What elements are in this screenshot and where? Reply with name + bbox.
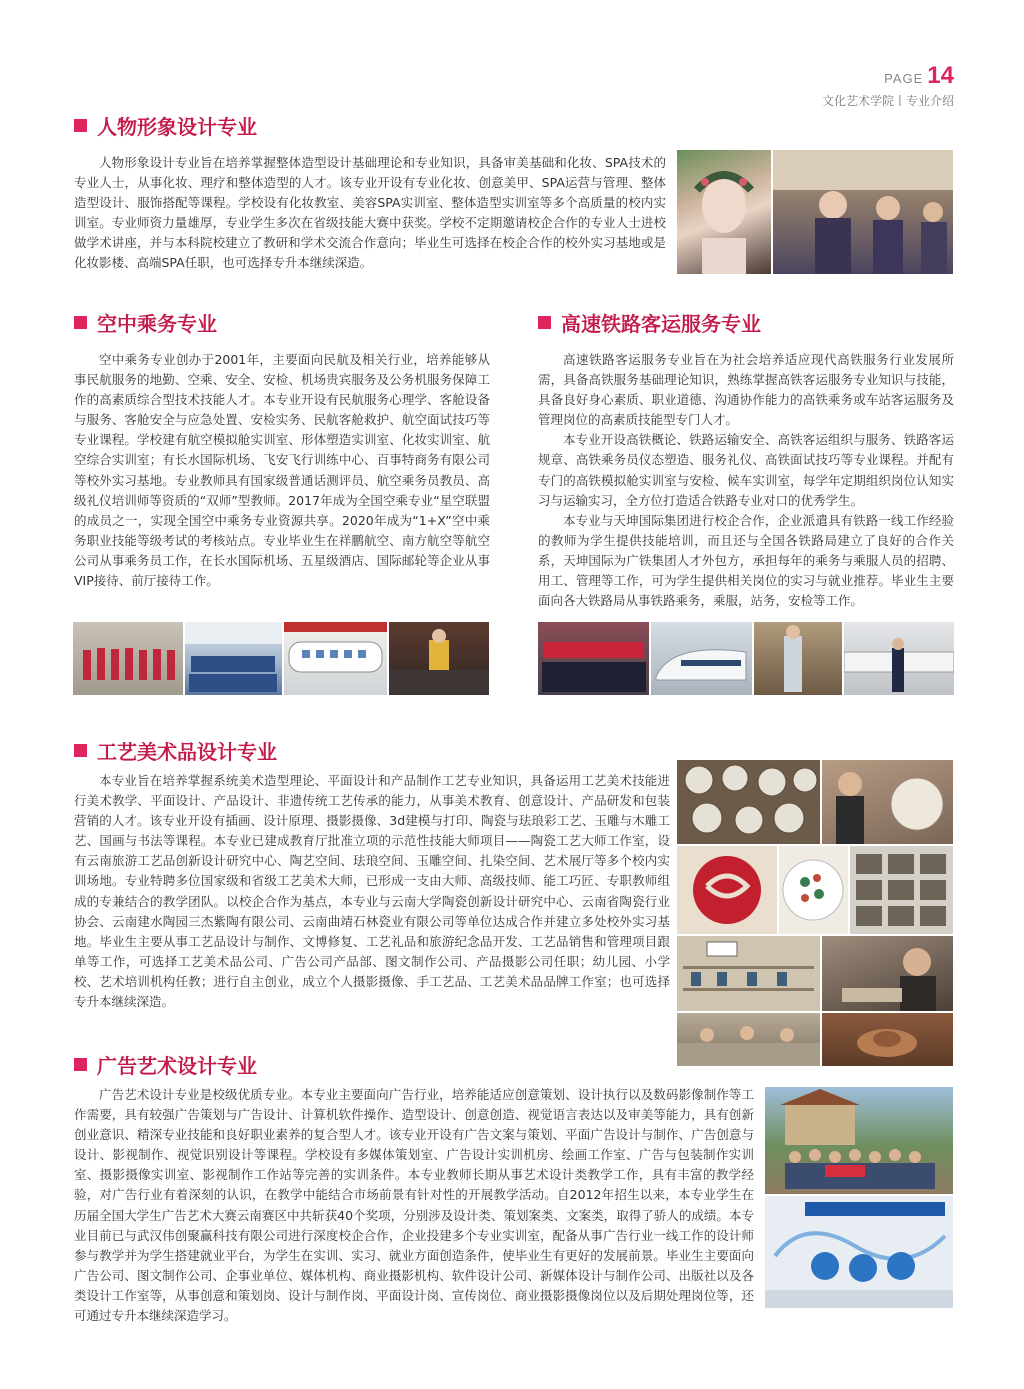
section-title-text: 空中乘务专业 (97, 311, 217, 336)
paragraph: 空中乘务专业创办于2001年，主要面向民航及相关行业，培养能够从事民航服务的地勤、空乘、安全、安检、机场贵宾服务及公务机服务保障工作的高素质综合型技术技能人才。本专业开设有民航服务心理学、客舱设备与服务、客舱安全与应急处置、安检实务、民航客舱救护、航空面试技巧等专业课程。学校建有航空模拟舱实训室、形体塑造实训室、化妆实训室、航空综合实训室；有长水国际机场、飞安飞行训练中心、百事特商务有限公司等校外实习基地。专业教师具有国家级普通话测评员、航空乘务员教员、高级礼仪培训师等资质的“双师”型教师。2017年成为全国空乘专业“星空联盟的成员之一，实现全国空中乘务专业资源共享。2020年成为“1+X”空中乘务职业技能等级考试的考核站点。专业毕业生在祥鹏航空、南方航空等航空公司从事乘务员工作，在长水国际机场、五星级酒店、国际邮轮等企业从事VIP接待、前厅接待工作。 (74, 352, 490, 589)
photo-cabin-simulator (284, 622, 387, 695)
paragraph: 本专业与天坤国际集团进行校企合作，企业派遣具有铁路一线工作经验的教师为学生提供技能培训，而且还与全国各铁路局建立了良好的合作关系，天坤国际为广铁集团人才外包方，承担每年的乘务与乘服人员的招聘、用工、管理等工作，可为学生提供相关岗位的实习与就业推荐。毕业生主要面向各大铁路局从事铁路乘务，乘服，站务，安检等工作。 (538, 512, 954, 609)
photo-material-samples (850, 846, 953, 934)
photo-students-phones (773, 150, 953, 274)
paragraph: 高速铁路客运服务专业旨在为社会培养适应现代高铁服务行业发展所需，具备高铁服务基础理论知识，熟练掌握高铁客运服务专业知识与技能，具备良好身心素质、职业道德、沟通协作能力的高铁乘务或车站客运服务及管理岗位的高素质技能型专门人才。 (538, 352, 954, 428)
photo-workshop-class (677, 1013, 820, 1066)
photo-field-trip-group (765, 1087, 953, 1194)
section-title-flight-attendant (74, 309, 217, 335)
page-number: 14 (927, 62, 954, 89)
section-title-railway-service (538, 309, 761, 335)
section-body-railway-service (538, 350, 954, 611)
photo-pottery-making (822, 1013, 953, 1066)
title-square-icon (74, 119, 87, 132)
photo-attendant-group (185, 622, 282, 695)
section-title-image-design (74, 112, 257, 138)
section-body-flight-attendant (74, 350, 490, 591)
title-square-icon (74, 744, 87, 757)
photo-student-craft (822, 936, 953, 1011)
section-title-craft-design (74, 737, 277, 763)
paragraph: 本专业开设高铁概论、铁路运输安全、高铁客运组织与服务、铁路客运规章、高铁乘务员仪态塑造、服务礼仪、高铁面试技巧等专业课程。并配有专门的高铁模拟舱实训室与安检、候车实训室，每学年定期组织岗位认知实习与运输实习，全方位打造适合铁路专业对口的优秀学生。 (538, 432, 954, 508)
photo-attendant-lineup (73, 622, 183, 695)
photo-bullet-train (651, 622, 752, 695)
section-body-craft-design (74, 771, 670, 1012)
photo-red-seal-art (677, 846, 777, 934)
section-body-advertising-design (74, 1085, 754, 1326)
page-subtitle: 文化艺术学院丨专业介绍 (821, 94, 954, 108)
photo-makeup-model (677, 150, 771, 274)
photo-cabin-service (389, 622, 489, 695)
photo-railway-station (754, 622, 842, 695)
section-title-text: 广告艺术设计专业 (97, 1053, 257, 1078)
photo-exhibition-wall (765, 1196, 953, 1308)
paragraph: 人物形象设计专业旨在培养掌握整体造型设计基础理论和专业知识，具备审美基础和化妆、SPA技术的专业人士，从事化妆、理疗和整体造型的人才。该专业开设有专业化妆、创意美甲、SPA运营与管理、整体造型设计、服饰搭配等课程。学校设有化妆教室、美容SPA实训室、整体造型实训室等多个高质量的校内实训室。专业师资力量雄厚，专业学生多次在省级技能大赛中获奖。学校不定期邀请校企合作的专业人士进校做学术讲座，并与本科院校建立了教研和学术交流合作意向；毕业生可选择在校企合作的校外实习基地或是化妆影楼、高端SPA任职，也可选择专升本继续深造。 (74, 155, 666, 271)
section-title-text: 人物形象设计专业 (97, 114, 257, 139)
photo-student-painting (822, 760, 953, 844)
section-title-text: 工艺美术品设计专业 (97, 739, 277, 764)
photo-display-shelf (677, 936, 820, 1011)
title-square-icon (74, 316, 87, 329)
paragraph: 本专业旨在培养掌握系统美术造型理论、平面设计和产品制作工艺专业知识，具备运用工艺美术技能进行美术教学、平面设计、产品设计、非遗传统工艺传承的能力，从事美术教育、创意设计、产品研发和包装营销的人才。该专业开设有插画、设计原理、摄影摄像、3d建模与打印、陶瓷与珐琅彩工艺、玉雕与木雕工艺、国画与书法等课程。本专业已建成教育厅批准立项的示范性技能大师项目——陶瓷工艺大师工作室，设有云南旅游工艺品创新设计研究中心、陶艺空间、珐琅空间、玉雕空间、扎染空间、艺术展厅等多个校内实训场地。专业特聘多位国家级和省级工艺美术大师，已形成一支由大师、高级技师、能工巧匠、专职教师组成的专兼结合的教学团队。以校企合作为基点，本专业与云南大学陶瓷创新设计研究中心、云南省陶瓷行业协会、云南建水陶园三杰紫陶有限公司、云南曲靖石林瓷业有限公司等单位达成合作并建立多处校外实习基地。毕业生主要从事工艺品设计与制作、文博修复、工艺礼品和旅游纪念品开发、工艺品销售和管理项目跟单等工作，可选择工艺美术品公司、广告公司产品部、图文制作公司、产品摄影公司任职；幼儿园、小学校、艺术培训机构任教；进行自主创业，成立个人摄影摄像、手工艺品、工艺美术品品牌工作室；也可选择专升本继续深造。 (74, 773, 670, 1010)
section-body-image-design (74, 153, 666, 274)
page-header (822, 62, 954, 109)
title-square-icon (74, 1058, 87, 1071)
photo-railway-group (538, 622, 649, 695)
page-label: PAGE (884, 71, 924, 86)
photo-train-platform (844, 622, 954, 695)
paragraph: 广告艺术设计专业是校级优质专业。本专业主要面向广告行业，培养能适应创意策划、设计执行以及数码影像制作等工作需要，具有较强广告策划与广告设计、计算机软件操作、造型设计、创意创造、视觉语言表达以及审美等能力，具有创新创业意识、精深专业技能和良好职业素养的复合型人才。该专业开设有广告文案与策划、平面广告设计与制作、广告创意与设计、影视制作、视觉识别设计等课程。学校设有多媒体策划室、广告设计实训机房、绘画工作室、广告与包装制作实训室、摄影摄像实训室、影视制作工作站等完善的实训条件。本专业教师长期从事艺术设计类教学工作，具有丰富的教学经验，对广告行业有着深刻的认识，在教学中能结合市场前景有针对性的开展教学活动。自2012年招生以来，本专业学生在历届全国大学生广告艺术大赛云南赛区中共斩获40个奖项，分别涉及设计类、策划案类、文案类，取得了骄人的成绩。本专业目前已与武汉伟创聚赢科技有限公司进行深度校企合作，企业投建多个专业实训室，配备从事广告行业一线工作的设计师参与教学并为学生搭建就业平台，为学生在实训、实习、就业方面创造条件，使毕业生有更好的发展前景。毕业生主要面向广告公司、图文制作公司、企事业单位、媒体机构、商业摄影机构、软件设计公司、新媒体设计与制作公司、出版社以及各类设计工作室等，从事创意和策划岗、设计与制作岗、平面设计岗、宣传岗位、商业摄影摄像岗位以及后期处理岗位等，还可通过专升本继续深造学习。 (74, 1087, 754, 1324)
section-title-text: 高速铁路客运服务专业 (561, 311, 761, 336)
photo-ceramic-plates (677, 760, 820, 844)
section-title-advertising-design (74, 1051, 257, 1077)
title-square-icon (538, 316, 551, 329)
photo-ceramic-dish (779, 846, 848, 934)
